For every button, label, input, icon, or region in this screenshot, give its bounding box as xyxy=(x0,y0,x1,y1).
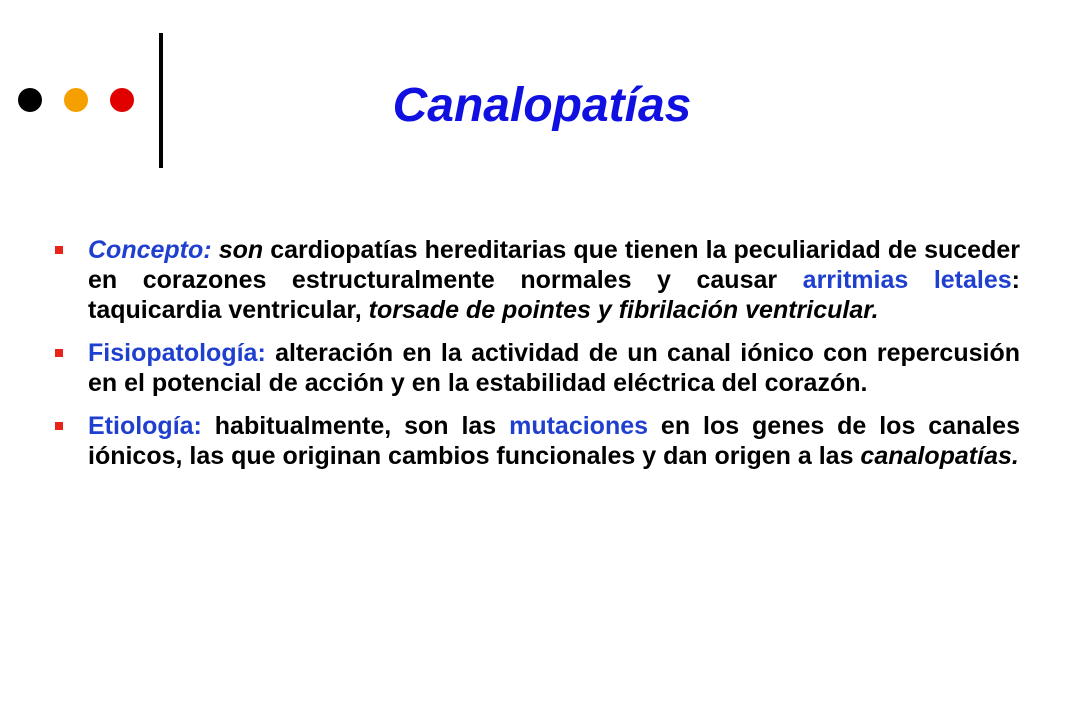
bullet-text: alteración en la actividad de un canal iónico con repercusión en el potencial de acción y en la estabilidad eléctrica del corazón. xyxy=(88,339,1020,397)
highlighted-term: Concepto: xyxy=(88,236,212,264)
highlighted-term: arritmias letales xyxy=(802,266,1012,294)
square-bullet-icon xyxy=(55,246,63,254)
bullet-text: son xyxy=(218,236,264,264)
square-bullet-icon xyxy=(55,422,63,430)
bullet-text: canalopatías. xyxy=(860,442,1019,470)
slide-title: Canalopatías xyxy=(392,79,692,132)
bullet-item xyxy=(50,338,1020,398)
bullet-text: torsade de pointes y fibrilación ventricular. xyxy=(368,296,879,324)
bullet-item xyxy=(50,235,1020,325)
square-bullet-icon xyxy=(55,349,63,357)
bullet-list xyxy=(50,235,1020,484)
highlighted-term: mutaciones xyxy=(509,412,649,440)
bullet-text: cardiopatías hereditarias que tienen la peculiaridad de suceder en corazones estructuralmente normales y causar xyxy=(88,236,1020,294)
bullet-text: : taquicardia ventricular, xyxy=(88,266,1020,324)
highlighted-term: Fisiopatología: xyxy=(88,339,266,367)
bullet-text xyxy=(212,236,219,264)
highlighted-term: Etiología: xyxy=(88,412,202,440)
bullet-item xyxy=(50,411,1020,471)
bullet-text: en los genes de los canales iónicos, las que originan cambios funcionales y dan origen a las xyxy=(88,412,1020,470)
bullet-text: habitualmente, son las xyxy=(201,412,510,440)
